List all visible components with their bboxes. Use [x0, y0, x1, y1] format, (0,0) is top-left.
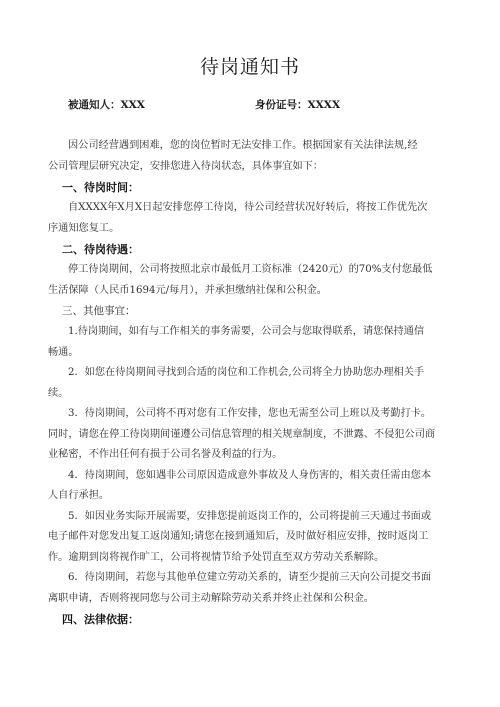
- document-body: [48, 136, 460, 630]
- item-4-line-1: 4．待岗期间，您如遇非公司原因造成意外事故及人身伤害的，相关责任需由您本: [68, 469, 432, 481]
- item-1-line-1: 1.待岗期间，如有与工作相关的事务需要，公司会与您取得联系，请您保持通信: [68, 326, 425, 337]
- item-6-line-1: 6．待岗期间，若您与其他单位建立劳动关系的，请至少提前三天向公司提交书面: [68, 572, 432, 583]
- document-title: 待岗通知书: [199, 56, 300, 78]
- intro-paragraph-line-2: 公司管理层研究决定，安排您进入待岗状态，具体事宜如下：: [48, 160, 324, 172]
- item-5-line-1: 5．如因业务实际开展需要，安排您提前返岗工作的，公司将提前三天通过书面或: [68, 510, 432, 522]
- item-2-line-1: 2．如您在待岗期间寻找到合适的岗位和工作机会,公司将全力协助您办理相关手: [68, 367, 425, 378]
- item-5-line-2: 电子邮件对您发出复工返岗通知;请您在接到通知后，及时做好相应安排，按时返岗工: [48, 531, 429, 542]
- waiting-time-text-line-2: 序通知您复工。: [48, 222, 120, 234]
- section-heading-waiting-pay: 二、待岗待遇：: [62, 243, 139, 256]
- item-3-line-2: 同时，请您在停工待岗期间谨遵公司信息管理的相关规章制度，不泄露、不侵犯公司商: [48, 428, 436, 440]
- item-3-line-3: 业秘密，不作出任何有损于公司名誉及利益的行为。: [48, 449, 283, 460]
- recipient-info: [68, 97, 448, 112]
- section-heading-legal-basis: 四、法律依据：: [62, 613, 139, 626]
- item-5-line-3: 作。逾期到岗将视作旷工，公司将视情节给予处罚直至双方劳动关系解除。: [48, 551, 385, 563]
- item-1-line-2: 畅通。: [48, 346, 79, 358]
- waiting-pay-text-line-1: 停工待岗期间，公司将按照北京市最低月工资标准（2420元）的70%支付您最低: [68, 264, 433, 275]
- item-4-line-2: 人自行承担。: [48, 490, 110, 501]
- item-6-line-2: 离职申请，否则将视同您与公司主动解除劳动关系并终止社保和公积金。: [48, 592, 374, 604]
- recipient-label: 被通知人：XXX: [68, 99, 145, 111]
- item-3-line-1: 3．待岗期间，公司将不再对您有工作安排，您也无需至公司上班以及考勤打卡。: [68, 408, 432, 419]
- item-2-line-2: 续。: [48, 387, 69, 399]
- intro-paragraph-line-1: 因公司经营遇到困难，您的岗位暂时无法安排工作。根据国家有关法律法规,经: [68, 140, 418, 151]
- waiting-pay-text-line-2: 生活保障（人民币1694元/每月），并承担缴纳社保和公积金。: [48, 284, 327, 296]
- waiting-time-text-line-1: 自XXXX年X月X日起安排您停工待岗，待公司经营状况好转后，将按工作优先次: [68, 202, 428, 213]
- section-heading-waiting-time: 一、待岗时间：: [62, 181, 139, 194]
- section-heading-other-matters: 三、其他事宜：: [62, 305, 136, 317]
- id-number-label: 身份证号：XXXX: [255, 99, 341, 111]
